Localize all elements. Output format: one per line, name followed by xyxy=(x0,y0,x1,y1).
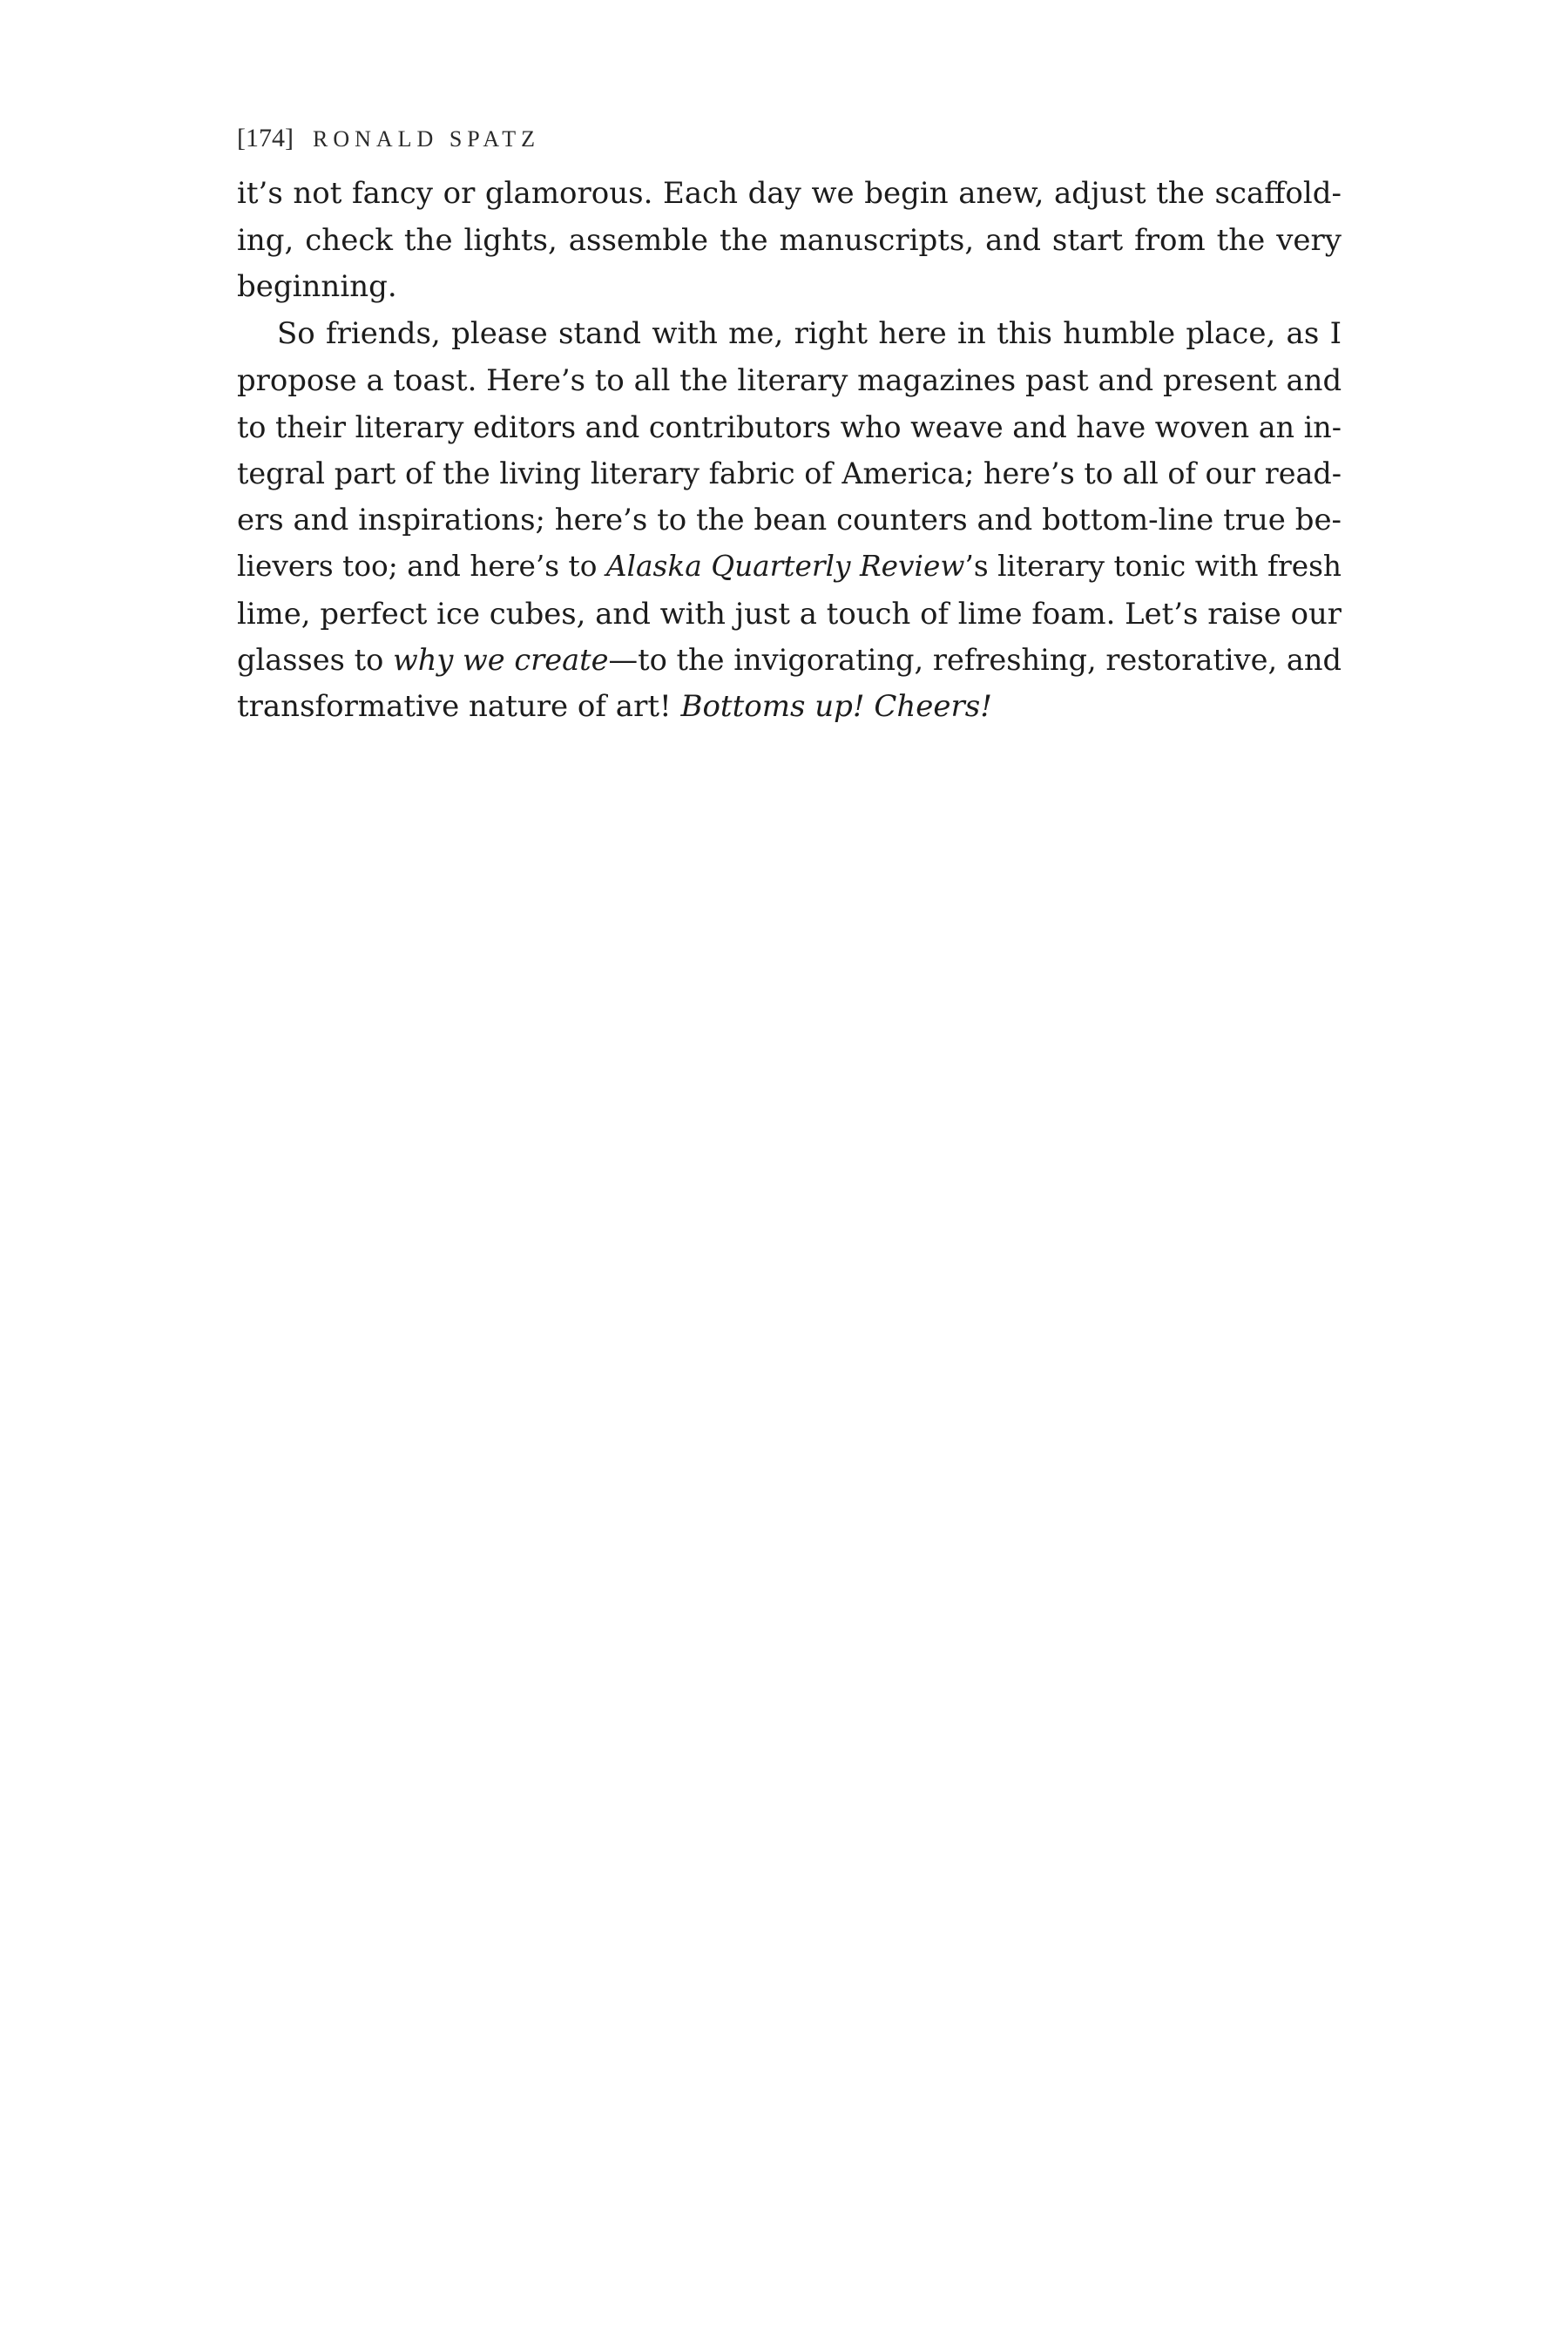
text-line: ing, check the lights, assemble the manuscripts, and start from the very xyxy=(237,222,1342,258)
page-number: [174] xyxy=(237,124,294,152)
emphasis-text: Bottoms up! Cheers! xyxy=(680,688,992,724)
text-line: tegral part of the living literary fabric of America; here’s to all of our read- xyxy=(237,456,1342,490)
text-line: beginning. xyxy=(237,269,397,304)
text-run: glasses to xyxy=(237,643,393,677)
author-name: RONALD SPATZ xyxy=(312,126,541,152)
text-run: ’s literary tonic with fresh xyxy=(964,550,1342,583)
text-line: propose a toast. Here’s to all the literary magazines past and present and xyxy=(237,363,1342,397)
text-run: —to the invigorating, refreshing, restorative, and xyxy=(608,643,1342,677)
body-text xyxy=(237,171,1342,730)
text-run: transformative nature of art! xyxy=(237,688,681,724)
text-line: to their literary editors and contributors who weave and have woven an in- xyxy=(237,409,1342,444)
paragraph-1 xyxy=(237,171,1342,311)
text-line: So friends, please stand with me, right here in this humble place, as I xyxy=(277,315,1342,351)
text-line xyxy=(237,684,1342,731)
text-line: lime, perfect ice cubes, and with just a touch of lime foam. Let’s raise our xyxy=(237,596,1342,631)
text-line xyxy=(237,544,1342,591)
text-line: ers and inspirations; here’s to the bean counters and bottom-line true be- xyxy=(237,502,1342,537)
journal-title: Alaska Quarterly Review xyxy=(605,550,965,583)
paragraph-2 xyxy=(237,311,1342,731)
text-line xyxy=(237,637,1342,684)
text-line: it’s not fancy or glamorous. Each day we begin anew, adjust the scaffold- xyxy=(237,176,1342,211)
emphasis-text: why we create xyxy=(392,643,609,677)
running-head xyxy=(237,122,540,156)
text-run: lievers too; and here’s to xyxy=(237,550,606,583)
